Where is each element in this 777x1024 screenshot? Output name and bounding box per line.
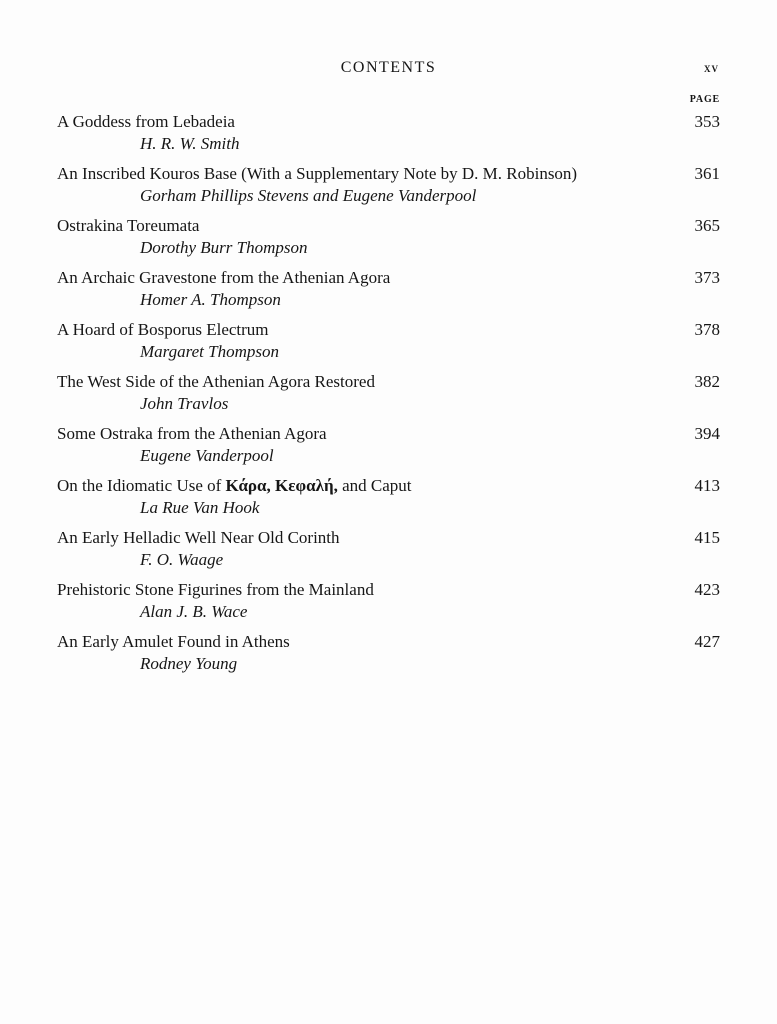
page-title: CONTENTS [340,59,437,76]
entry-author: Rodney Young [140,654,238,673]
toc-entry [57,267,720,311]
entry-title-greek-part: Κάρα, Κεφαλή, [225,476,338,495]
toc-entry [57,111,720,155]
entry-title-part: and Caput [337,476,412,495]
entry-title: A Hoard of Bosporus Electrum [57,320,269,339]
entry-main [57,111,674,155]
toc-entry [57,163,720,207]
toc-entry [57,215,720,259]
entry-page-number: 394 [694,424,720,443]
page-column-label: PAGE [689,94,720,105]
entry-page-number: 415 [694,528,720,547]
toc-list [57,111,720,675]
page-header [57,58,720,80]
entry-page-number: 382 [694,372,720,391]
entry-page-number: 365 [694,216,720,235]
entry-main [57,527,674,571]
entry-page-number: 373 [694,268,720,287]
page-content [57,58,720,683]
entry-page-number: 423 [694,580,720,599]
entry-page-number: 378 [694,320,720,339]
page-label-row [57,89,720,104]
entry-author: Margaret Thompson [140,342,279,361]
entry-author: Gorham Phillips Stevens and Eugene Vanderpool [140,186,477,205]
entry-main [57,163,674,207]
entry-author: F. O. Waage [140,550,224,569]
entry-main [57,267,674,311]
entry-title: The West Side of the Athenian Agora Restored [57,372,375,391]
entry-author: La Rue Van Hook [140,498,260,517]
entry-page-number: 413 [694,476,720,495]
toc-entry [57,371,720,415]
entry-author: Homer A. Thompson [140,290,281,309]
entry-main [57,371,674,415]
entry-main [57,423,674,467]
toc-entry [57,579,720,623]
folio-number: xv [704,60,719,75]
toc-entry [57,527,720,571]
entry-author: Eugene Vanderpool [140,446,274,465]
entry-main [57,475,674,519]
entry-title: An Early Helladic Well Near Old Corinth [57,528,340,547]
entry-title: Ostrakina Toreumata [57,216,200,235]
toc-entry [57,475,720,519]
entry-title-part: On the Idiomatic Use of [57,476,226,495]
toc-entry [57,631,720,675]
entry-main [57,579,674,623]
entry-title: An Inscribed Kouros Base (With a Supplementary Note by D. M. Robinson) [57,164,578,183]
entry-title: Some Ostraka from the Athenian Agora [57,424,327,443]
entry-title: An Archaic Gravestone from the Athenian Agora [57,268,391,287]
entry-author: Alan J. B. Wace [140,602,248,621]
entry-page-number: 361 [694,164,720,183]
entry-title: An Early Amulet Found in Athens [57,632,290,651]
toc-entry [57,319,720,363]
entry-author: John Travlos [140,394,229,413]
entry-author: Dorothy Burr Thompson [140,238,308,257]
entry-main [57,319,674,363]
entry-title [57,475,674,497]
entry-main [57,631,674,675]
entry-title: A Goddess from Lebadeia [57,112,235,131]
entry-page-number: 353 [694,112,720,131]
entry-main [57,215,674,259]
entry-author: H. R. W. Smith [140,134,240,153]
entry-title: Prehistoric Stone Figurines from the Mainland [57,580,374,599]
entry-page-number: 427 [694,632,720,651]
toc-entry [57,423,720,467]
